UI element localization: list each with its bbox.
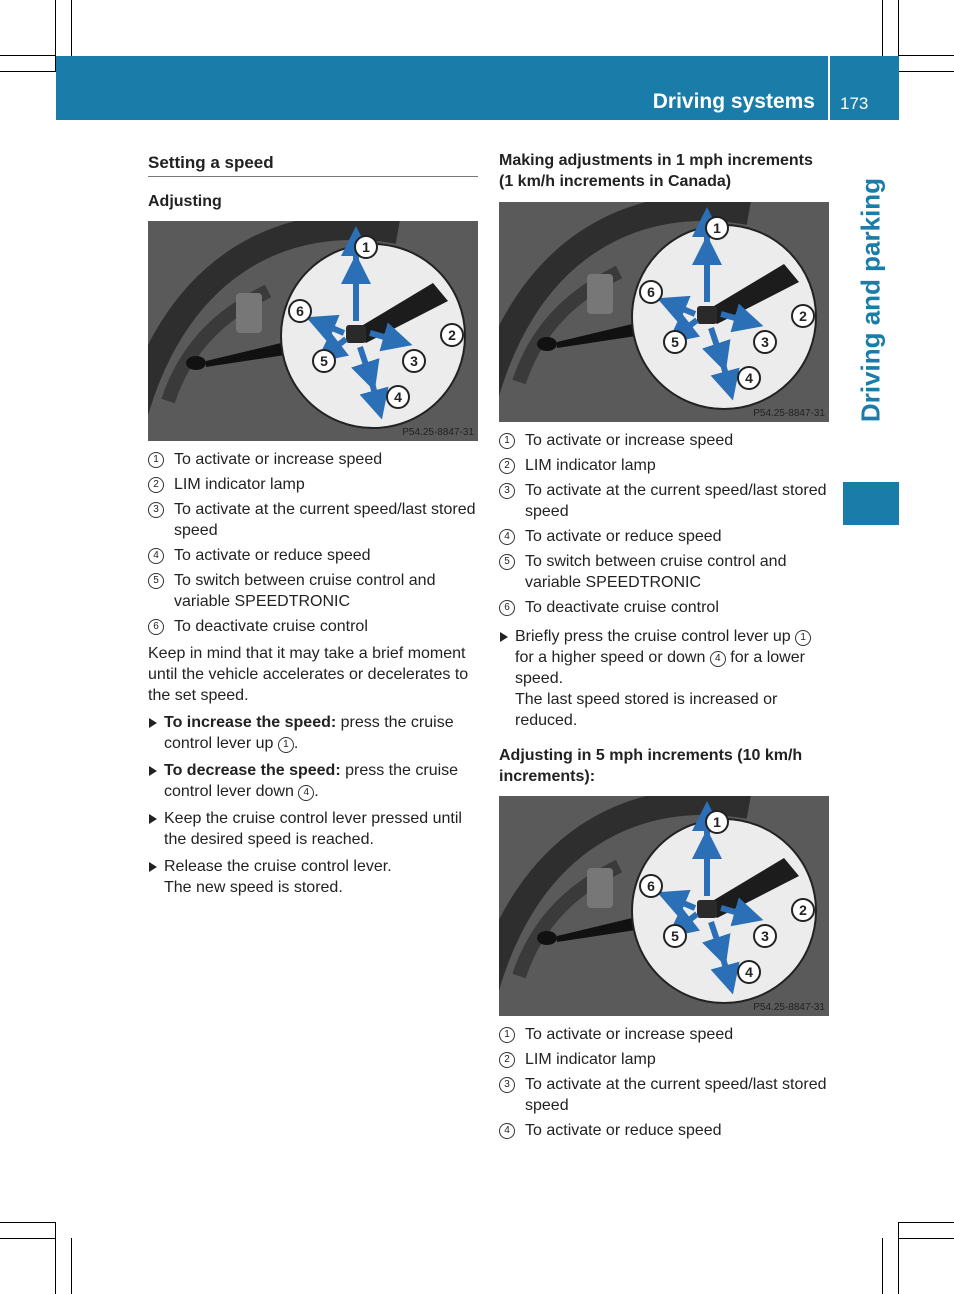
callout-number: 1 — [499, 1027, 515, 1043]
callout-label-5: 5 — [671, 928, 679, 944]
figure-illustration — [499, 202, 829, 422]
step-text: for a higher speed or down — [515, 649, 710, 666]
legend-text: To activate or reduce speed — [525, 1122, 722, 1139]
legend-item — [148, 616, 478, 637]
callout-number: 4 — [710, 651, 726, 667]
crop-mark — [0, 55, 56, 56]
legend-item — [499, 1049, 829, 1070]
figure-illustration — [499, 796, 829, 1016]
callout-label-6: 6 — [296, 303, 304, 319]
instruction-steps — [499, 626, 829, 731]
figure-legend — [499, 1024, 829, 1141]
legend-item — [499, 455, 829, 476]
wheel-buttons — [587, 868, 613, 908]
step-item — [148, 808, 478, 850]
lever-tip — [697, 900, 717, 918]
step-item — [148, 760, 478, 802]
callout-number: 1 — [795, 630, 811, 646]
legend-text: To activate or increase speed — [174, 451, 383, 468]
callout-number: 2 — [499, 1052, 515, 1068]
legend-item — [148, 449, 478, 470]
callout-label-6: 6 — [647, 284, 655, 300]
callout-number: 4 — [148, 548, 164, 564]
step-item — [148, 712, 478, 754]
step-item — [499, 626, 829, 731]
lever-tip — [697, 306, 717, 324]
callout-number: 6 — [499, 600, 515, 616]
left-column — [148, 150, 478, 904]
callout-label-4: 4 — [745, 370, 753, 386]
lever-stub — [537, 931, 557, 945]
callout-number: 3 — [499, 1077, 515, 1093]
figure-code: P54.25-8847-31 — [402, 427, 474, 438]
legend-text: To switch between cruise control and variable SPEEDTRONIC — [174, 572, 436, 610]
subsection-title: Adjusting — [148, 193, 222, 210]
lever-stub — [186, 356, 206, 370]
callout-label-3: 3 — [761, 334, 769, 350]
subsection-title: Adjusting in 5 mph increments (10 km/h increments): — [499, 747, 803, 785]
callout-label-3: 3 — [410, 353, 418, 369]
side-chapter-tab — [843, 482, 899, 525]
legend-item — [499, 597, 829, 618]
wheel-buttons — [236, 293, 262, 333]
header-separator — [828, 56, 830, 120]
step-result: The last speed stored is increased or reduced. — [515, 691, 778, 729]
callout-label-4: 4 — [745, 964, 753, 980]
legend-text: To deactivate cruise control — [525, 599, 719, 616]
legend-text: LIM indicator lamp — [525, 457, 656, 474]
crop-mark — [0, 1238, 56, 1239]
legend-item — [148, 474, 478, 495]
legend-text: To activate at the current speed/last stored speed — [525, 482, 827, 520]
note-paragraph: Keep in mind that it may take a brief moment until the vehicle accelerates or decelerates to the set speed. — [148, 645, 469, 704]
callout-label-3: 3 — [761, 928, 769, 944]
legend-item — [499, 1074, 829, 1116]
legend-item — [499, 480, 829, 522]
callout-number: 1 — [499, 433, 515, 449]
callout-label-5: 5 — [320, 353, 328, 369]
legend-item — [499, 551, 829, 593]
callout-number: 2 — [499, 458, 515, 474]
legend-item — [499, 1120, 829, 1141]
crop-mark — [898, 71, 954, 72]
legend-text: LIM indicator lamp — [525, 1051, 656, 1068]
step-text: . — [293, 735, 299, 752]
crop-mark — [0, 1222, 56, 1223]
callout-label-2: 2 — [799, 902, 807, 918]
legend-item — [148, 545, 478, 566]
callout-number: 3 — [148, 502, 164, 518]
legend-text: To activate or increase speed — [525, 1026, 734, 1043]
legend-item — [148, 499, 478, 541]
callout-label-1: 1 — [362, 239, 370, 255]
callout-number: 4 — [298, 785, 314, 801]
section-title: Setting a speed — [148, 150, 478, 177]
wheel-buttons — [587, 274, 613, 314]
legend-item — [499, 430, 829, 451]
figure-cruise-lever — [499, 796, 829, 1016]
legend-item — [148, 570, 478, 612]
step-bold: To decrease the speed: — [164, 762, 341, 779]
figure-illustration — [148, 221, 478, 441]
instruction-steps — [148, 712, 478, 898]
callout-label-2: 2 — [799, 308, 807, 324]
crop-mark — [882, 1238, 883, 1294]
figure-legend — [148, 449, 478, 637]
crop-mark — [898, 1222, 899, 1294]
step-text: press the cruise control lever up — [164, 714, 454, 752]
lever-stub — [537, 337, 557, 351]
callout-number: 6 — [148, 619, 164, 635]
callout-number: 4 — [499, 529, 515, 545]
step-item — [148, 856, 478, 898]
legend-text: LIM indicator lamp — [174, 476, 305, 493]
callout-number: 1 — [148, 452, 164, 468]
crop-mark — [898, 55, 954, 56]
step-text: Keep the cruise control lever pressed until the desired speed is reached. — [164, 810, 462, 848]
legend-text: To deactivate cruise control — [174, 618, 368, 635]
legend-text: To switch between cruise control and variable SPEEDTRONIC — [525, 553, 787, 591]
legend-text: To activate or reduce speed — [174, 547, 371, 564]
step-result: The new speed is stored. — [164, 879, 343, 896]
step-text: for a lower speed. — [515, 649, 805, 687]
crop-mark — [898, 1222, 954, 1223]
callout-label-5: 5 — [671, 334, 679, 350]
page-number: 173 — [840, 94, 869, 113]
callout-label-6: 6 — [647, 878, 655, 894]
figure-code: P54.25-8847-31 — [753, 408, 825, 419]
step-text: Release the cruise control lever. — [164, 858, 392, 875]
right-column — [499, 150, 829, 1145]
side-chapter-text: Driving and parking — [855, 177, 886, 423]
crop-mark — [55, 1222, 56, 1294]
header-title: Driving systems — [652, 90, 815, 113]
crop-mark — [71, 1238, 72, 1294]
callout-number: 3 — [499, 483, 515, 499]
callout-number: 5 — [499, 554, 515, 570]
legend-text: To activate at the current speed/last stored speed — [174, 501, 476, 539]
callout-number: 4 — [499, 1123, 515, 1139]
callout-number: 1 — [278, 737, 294, 753]
step-bold: To increase the speed: — [164, 714, 337, 731]
crop-mark — [0, 71, 56, 72]
header-bar — [56, 56, 899, 120]
legend-item — [499, 1024, 829, 1045]
subsection-title: Making adjustments in 1 mph increments (1 km/h increments in Canada) — [499, 152, 813, 190]
callout-number: 5 — [148, 573, 164, 589]
legend-item — [499, 526, 829, 547]
figure-cruise-lever — [499, 202, 829, 422]
step-text: . — [314, 783, 319, 800]
callout-label-4: 4 — [394, 389, 402, 405]
crop-mark — [71, 0, 72, 56]
callout-label-1: 1 — [713, 814, 721, 830]
lever-tip — [346, 325, 366, 343]
crop-mark — [882, 0, 883, 56]
step-text: press the cruise control lever down — [164, 762, 459, 800]
side-chapter-label — [843, 120, 899, 480]
legend-text: To activate or increase speed — [525, 432, 734, 449]
figure-cruise-lever — [148, 221, 478, 441]
legend-text: To activate at the current speed/last stored speed — [525, 1076, 827, 1114]
legend-text: To activate or reduce speed — [525, 528, 722, 545]
crop-mark — [898, 1238, 954, 1239]
callout-label-1: 1 — [713, 220, 721, 236]
figure-code: P54.25-8847-31 — [753, 1002, 825, 1013]
callout-number: 2 — [148, 477, 164, 493]
callout-label-2: 2 — [448, 327, 456, 343]
figure-legend — [499, 430, 829, 618]
step-text: Briefly press the cruise control lever up — [515, 628, 796, 645]
